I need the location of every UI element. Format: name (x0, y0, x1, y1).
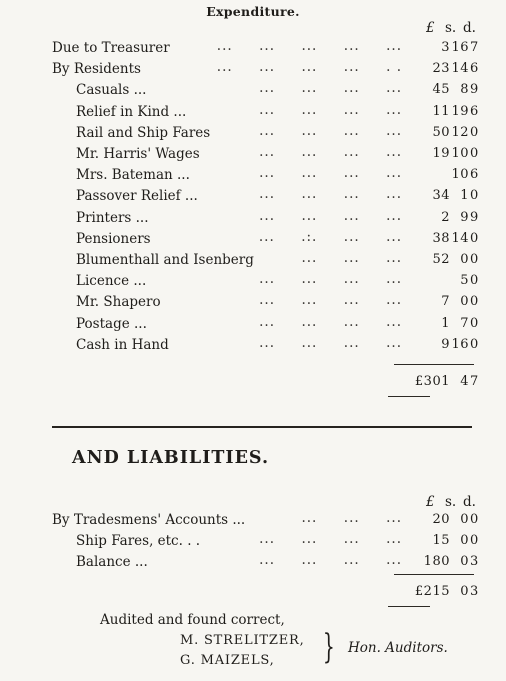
leader-dots: ... ... ... ... (259, 334, 402, 351)
row-label: Balance ... (76, 554, 148, 570)
amount-pounds: 1 (441, 315, 450, 331)
total-shillings: 4 (460, 374, 469, 389)
amount-pence: 0 (470, 512, 479, 527)
table-row (0, 554, 506, 574)
expenditure-total-rule-bottom (388, 396, 430, 397)
row-label: Postage ... (76, 315, 147, 332)
amount-pence: 0 (470, 336, 479, 352)
row-label: Printers ... (76, 209, 149, 226)
liabilities-total-row (0, 584, 506, 604)
leader-dots: ... ... ... ... (259, 80, 402, 97)
liab-header-pence: d. (463, 494, 476, 510)
amount-pence: 0 (470, 273, 479, 289)
amount-pence: 0 (470, 533, 479, 548)
amount-shillings: 0 (460, 554, 469, 569)
auditors-brace: } (322, 627, 335, 667)
liab-header-shillings: s. (445, 494, 457, 510)
row-label: Due to Treasurer (52, 40, 170, 56)
amount-pounds: 34 (432, 188, 450, 204)
section-divider (52, 426, 472, 428)
leader-dots: ... .:. ... ... (258, 228, 402, 245)
amount-pence: 6 (470, 167, 479, 183)
page-title: Expenditure. (206, 4, 300, 19)
amount-pounds: 15 (432, 533, 450, 548)
table-row (0, 61, 506, 81)
amount-shillings: 16 (451, 40, 469, 55)
table-row (0, 40, 506, 60)
amount-pounds: 19 (432, 146, 450, 161)
row-label: By Residents (52, 61, 141, 78)
table-row (0, 207, 506, 230)
liab-total-pounds: £215 (414, 584, 450, 599)
amount-pence: 0 (470, 230, 479, 246)
liab-total-shillings: 0 (460, 584, 469, 599)
amount-pence: 7 (470, 40, 479, 55)
amount-shillings: 10 (451, 167, 469, 183)
amount-pence: 9 (470, 82, 479, 98)
leader-dots: ... ... ... ... (259, 186, 402, 203)
table-row (0, 122, 506, 145)
row-label: Passover Relief ... (76, 188, 198, 205)
table-row (0, 252, 506, 272)
table-row (0, 101, 506, 124)
row-label: Mr. Shapero (76, 294, 161, 311)
amount-pence: 0 (470, 252, 479, 267)
amount-shillings: 12 (451, 124, 469, 140)
auditor-2: G. MAIZELS, (180, 653, 275, 668)
row-label: Casuals ... (76, 82, 147, 99)
table-row (0, 533, 506, 553)
amount-pounds: 7 (441, 294, 450, 310)
amount-pounds: 50 (432, 124, 450, 140)
leader-dots: ... ... ... ... (259, 313, 402, 330)
leader-dots: ... ... ... ... (259, 292, 402, 309)
currency-header-pence: d. (463, 20, 476, 36)
amount-pence: 0 (470, 294, 479, 310)
table-row (0, 82, 506, 102)
leader-dots: ... ... ... (301, 250, 402, 266)
table-row (0, 167, 506, 187)
row-label: Pensioners (76, 230, 151, 247)
amount-pence: 0 (470, 188, 479, 204)
amount-shillings: 19 (451, 103, 469, 119)
amount-shillings: 10 (451, 146, 469, 161)
amount-pounds: 45 (432, 82, 450, 98)
row-label: Rail and Ship Fares (76, 124, 211, 141)
leader-dots: ... ... ... ... (259, 144, 402, 160)
amount-shillings: 14 (451, 61, 469, 77)
table-row (0, 188, 506, 208)
row-label: Ship Fares, etc. . . (76, 533, 201, 549)
leader-dots: ... ... ... ... (259, 122, 402, 139)
table-row (0, 313, 506, 336)
liabilities-total-rule-top (394, 574, 474, 575)
leader-dots: ... ... ... ... (259, 207, 402, 224)
amount-pounds: 23 (432, 61, 450, 77)
amount-pence: 6 (470, 103, 479, 119)
leader-dots: ... ... ... ... (259, 531, 402, 547)
amount-pounds: 180 (423, 554, 450, 569)
amount-pounds: 11 (432, 103, 450, 119)
amount-pounds: 3 (441, 40, 450, 55)
table-row (0, 294, 506, 314)
amount-shillings: 16 (451, 336, 469, 352)
amount-shillings: 0 (460, 252, 469, 267)
table-row (0, 146, 506, 166)
row-label: Mr. Harris' Wages (76, 146, 200, 162)
amount-pence: 0 (470, 146, 479, 161)
row-label: Mrs. Bateman ... (76, 167, 190, 184)
amount-shillings: 0 (460, 294, 469, 310)
auditors-title: Hon. Auditors. (348, 640, 448, 656)
table-row (0, 273, 506, 293)
expenditure-total-rule-top (394, 364, 474, 365)
liabilities-heading: AND LIABILITIES. (72, 448, 270, 468)
liab-total-pence: 3 (470, 584, 479, 599)
row-label: Licence ... (76, 273, 147, 290)
currency-header-shillings: s. (445, 20, 457, 36)
auditor-1: M. STRELITZER, (180, 633, 305, 648)
amount-shillings: 0 (460, 512, 469, 527)
amount-pounds: 52 (432, 252, 450, 267)
total-pounds: £301 (414, 374, 450, 389)
amount-pence: 0 (470, 315, 479, 331)
amount-pounds: 38 (432, 230, 450, 246)
leader-dots: ... ... ... ... (259, 165, 402, 182)
liab-header-pounds: £ (426, 494, 435, 510)
liabilities-total-rule-bottom (388, 606, 430, 607)
amount-shillings: 8 (460, 82, 469, 98)
amount-shillings: 14 (451, 230, 469, 246)
leader-dots: ... ... ... ... (259, 101, 402, 118)
amount-pounds: 20 (432, 512, 450, 527)
row-label: Cash in Hand (76, 336, 169, 353)
amount-pence: 6 (470, 61, 479, 77)
currency-header-pounds: £ (426, 20, 435, 36)
audit-note: Audited and found correct, (100, 612, 285, 628)
amount-shillings: 5 (460, 273, 469, 289)
leader-dots: ... ... ... ... . . (216, 59, 402, 76)
row-label: By Tradesmens' Accounts ... (52, 512, 246, 528)
table-row (0, 512, 506, 532)
amount-pence: 9 (470, 209, 479, 225)
total-pence: 7 (470, 374, 479, 389)
row-label: Relief in Kind ... (76, 103, 187, 120)
table-row (0, 334, 506, 357)
amount-shillings: 9 (460, 209, 469, 225)
amount-shillings: 7 (460, 315, 469, 331)
leader-dots: ... ... ... ... (259, 552, 402, 568)
amount-shillings: 0 (460, 533, 469, 548)
amount-pence: 3 (470, 554, 479, 569)
amount-pounds: 2 (441, 209, 450, 225)
leader-dots: ... ... ... (301, 510, 402, 526)
table-row (0, 228, 506, 251)
amount-shillings: 1 (460, 188, 469, 204)
amount-pounds: 9 (441, 336, 450, 352)
leader-dots: ... ... ... ... (259, 271, 402, 288)
row-label: Blumenthall and Isenberg (76, 252, 254, 268)
leader-dots: ... ... ... ... ... (216, 38, 402, 54)
expenditure-total-row (0, 374, 506, 394)
amount-pence: 0 (470, 124, 479, 140)
